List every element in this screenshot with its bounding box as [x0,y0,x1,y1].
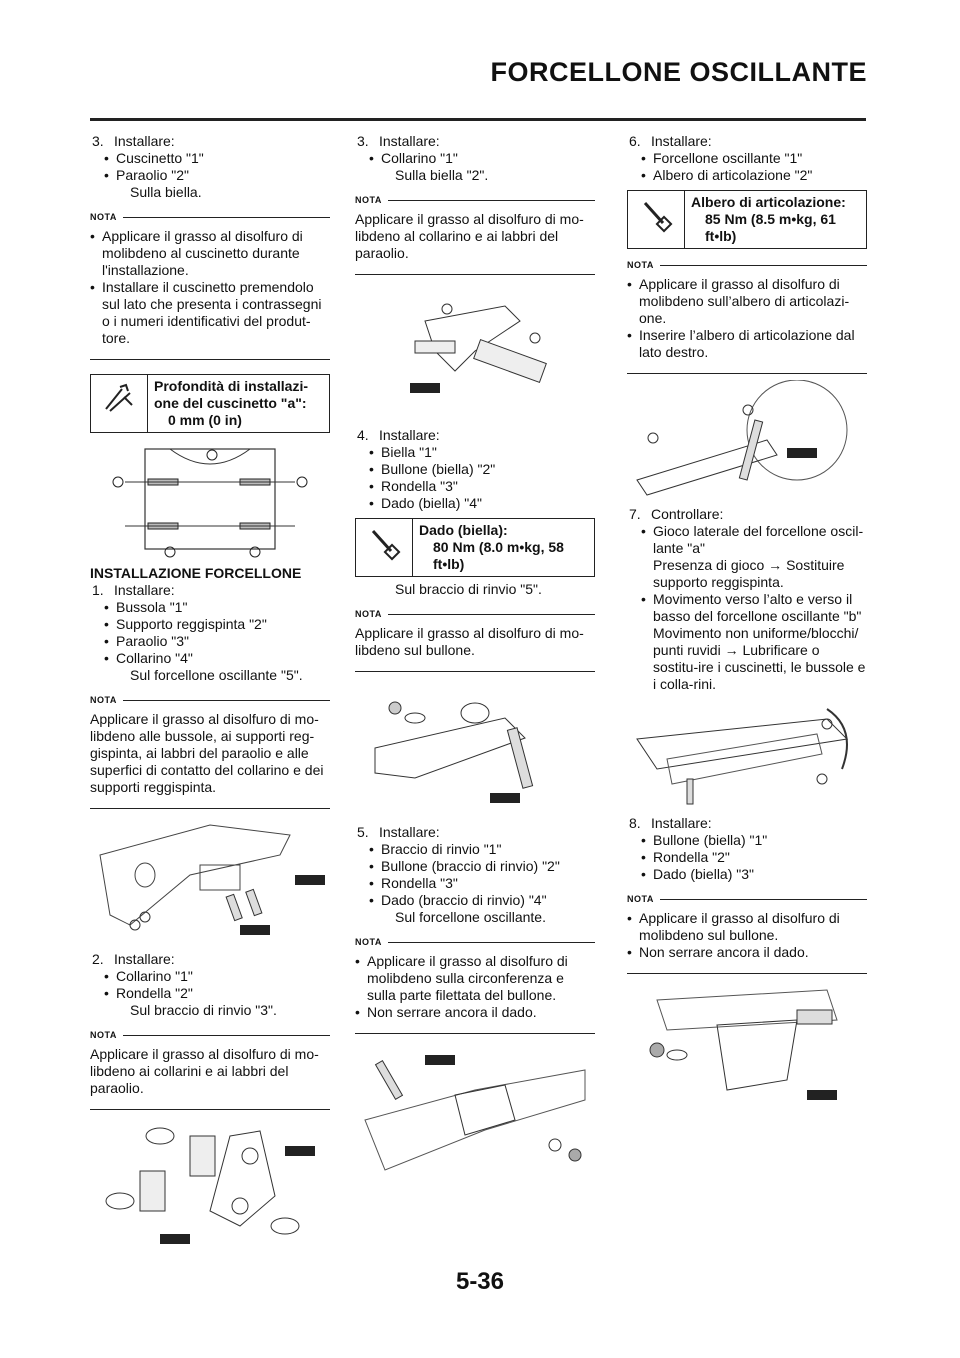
step-6-install: 6. Installare: • Forcellone oscillante "1" • Albero di articolazione "2" [627,133,867,184]
list-item: • Rondella "3" [369,875,595,892]
list-item: • Rondella "2" [641,849,867,866]
figure-pivot-shaft [627,380,867,500]
torque-wrench-icon [628,191,685,248]
list-item: • Supporto reggispinta "2" [104,616,330,633]
nota-box: NOTA Applicare il grasso al disolfuro di mo-libdeno alle bussole, ai supporti reg-gispinta, ai labbri del paraolio e alle superfici di contatto del collarino e dei supporti reggispinta. [90,692,330,809]
column-2: 3. Installare: • Collarino "1" Sulla biella "2". NOTA Applicare il grasso al disolfuro di mo-libdeno al collarino e ai labbri del paraolio. 4. Installare: • Biella "1" • Bullone (biella) "2" • Rondella "3" • Dado (biella) "4" Dado (biella): 80 Nm (8.0 m•kg, 58 ft•lb) Sul braccio di rinvio "5". NOTA Applicare il grasso al disolfuro di mo-libdeno sul bullone. 5. Installare: • Braccio di rinvio "1" • Bullone (braccio di rinvio) "2" • Rondella "3" • Dado (braccio di rinvio) "4" Sul forcellone oscillante. NOTA • Applicare il grasso al disolfuro di molibdeno sulla circonferenza e sulla parte filettata del bullone. • Non serrare ancora il dado. [355,133,595,1186]
list-item: • Dado (braccio di rinvio) "4" [369,892,595,909]
list-item: • Bullone (biella) "2" [369,461,595,478]
list-item: • Albero di articolazione "2" [641,167,867,184]
spec-box-pivot-shaft: Albero di articolazione: 85 Nm (8.5 m•kg, 61 ft•lb) [627,190,867,249]
page-title: FORCELLONE OSCILLANTE [490,57,867,87]
list-item: • Paraolio "2" [104,167,330,184]
list-item: • Bullone (biella) "1" [641,832,867,849]
list-item: • Applicare il grasso al disolfuro di molibdeno sull’albero di articolazi-one. [627,276,867,327]
figure-link-collar [355,281,595,421]
nota-box: NOTA • Applicare il grasso al disolfuro di molibdeno sulla circonferenza e sulla parte filettata del bullone. • Non serrare ancora il dado. [355,934,595,1034]
list-item: • Dado (biella) "3" [641,866,867,883]
step-8-install: 8. Installare: • Bullone (biella) "1" • Rondella "2" • Dado (biella) "3" [627,815,867,883]
caliper-icon [91,375,148,432]
list-item: • Applicare il grasso al disolfuro di molibdeno sul bullone. [627,910,867,944]
list-item: • Braccio di rinvio "1" [369,841,595,858]
list-item: • Rondella "3" [369,478,595,495]
nota-box: NOTA Applicare il grasso al disolfuro di mo-libdeno ai collarini e ai labbri del paraolio. [90,1027,330,1110]
list-item: • Installare il cuscinetto premendolo sul lato che presenta i contrassegni o i numeri identificativi del produt-tore. [90,279,330,347]
list-item: • Collarino "4" [104,650,330,667]
step-4-install: 4. Installare: • Biella "1" • Bullone (biella) "2" • Rondella "3" • Dado (biella) "4" [355,427,595,512]
section-heading: INSTALLAZIONE FORCELLONE [90,565,302,581]
list-item: • Movimento verso l’alto e verso il basso del forcellone oscillante "b" Movimento non uniforme/blocchi/ punti ruvidi → Lubrificare o sostitu-ire i cuscinetti, le bussole e i colla-rini. [641,591,867,693]
list-item: • Gioco laterale del forcellone oscil-lante "a" Presenza di gioco → Sostituire supporto reggispinta. [641,523,867,591]
list-item: • Paraolio "3" [104,633,330,650]
list-item: • Bullone (braccio di rinvio) "2" [369,858,595,875]
figure-bearing-depth [90,439,330,559]
list-item: • Non serrare ancora il dado. [355,1004,595,1021]
figure-link-bolt [355,678,595,818]
step-1-install: 1. Installare: • Bussola "1" • Supporto reggispinta "2" • Paraolio "3" • Collarino "4" Sul forcellone oscillante "5". [90,582,330,684]
spec-box-nut: Dado (biella): 80 Nm (8.0 m•kg, 58 ft•lb) [355,518,595,577]
figure-relay-arm-collars [90,1116,330,1246]
figure-swingarm-play [627,699,867,809]
list-item: • Applicare il grasso al disolfuro di molibdeno al cuscinetto durante l'installazione. [90,228,330,279]
step-3-collar: 3. Installare: • Collarino "1" Sulla biella "2". [355,133,595,184]
list-item: • Collarino "1" [104,968,330,985]
step-2-install: 2. Installare: • Collarino "1" • Rondella "2" Sul braccio di rinvio "3". [90,951,330,1019]
figure-swingarm-parts [90,815,330,945]
torque-wrench-icon [356,519,413,576]
column-1 [90,133,330,1252]
nota-box: NOTA • Applicare il grasso al disolfuro di molibdeno al cuscinetto durante l'installazione. • Installare il cuscinetto premendolo sul lato che presenta i contrassegni o i numeri identificativi del produt-tore. [90,209,330,360]
list-item: • Dado (biella) "4" [369,495,595,512]
list-item: • Forcellone oscillante "1" [641,150,867,167]
figure-link-bolt-install [627,980,867,1110]
list-item: • Biella "1" [369,444,595,461]
list-item: • Collarino "1" [369,150,595,167]
list-item: • Non serrare ancora il dado. [627,944,867,961]
list-item: • Cuscinetto "1" [104,150,330,167]
page-number: 5-36 [455,1268,505,1295]
list-item: • Bussola "1" [104,599,330,616]
list-item: • Inserire l’albero di articolazione dal lato destro. [627,327,867,361]
figure-relay-arm-install [355,1040,595,1180]
step-3-bearing: 3. Installare: • Cuscinetto "1" • Paraolio "2" Sulla biella. [90,133,330,201]
spec-box-depth: Profondità di installazi- one del cuscinetto "a": 0 mm (0 in) [90,374,330,433]
list-item: • Applicare il grasso al disolfuro di molibdeno sulla circonferenza e sulla parte filettata del bullone. [355,953,595,1004]
column-3 [627,133,867,1116]
nota-box: NOTA • Applicare il grasso al disolfuro di molibdeno sull’albero di articolazi-one. • Inserire l’albero di articolazione dal lato destro. [627,257,867,374]
nota-box: NOTA • Applicare il grasso al disolfuro di molibdeno sul bullone. • Non serrare ancora il dado. [627,891,867,974]
step-7-check: 7. Controllare: • Gioco laterale del forcellone oscil-lante "a" Presenza di gioco → Sostituire supporto reggispinta. • Movimento verso l’alto e verso il basso del forcellone oscillante "b" Movimento non uniforme/blocchi/ punti ruvidi → Lubrificare o sostitu-ire i cuscinetti, le bussole e i colla-rini. [627,506,867,693]
step-5-install: 5. Installare: • Braccio di rinvio "1" • Bullone (braccio di rinvio) "2" • Rondella "3" • Dado (braccio di rinvio) "4" Sul forcellone oscillante. [355,824,595,926]
list-item: • Rondella "2" [104,985,330,1002]
nota-box: NOTA Applicare il grasso al disolfuro di mo-libdeno sul bullone. [355,606,595,672]
header-rule [90,118,866,121]
nota-box: NOTA Applicare il grasso al disolfuro di mo-libdeno al collarino e ai labbri del paraolio. [355,192,595,275]
